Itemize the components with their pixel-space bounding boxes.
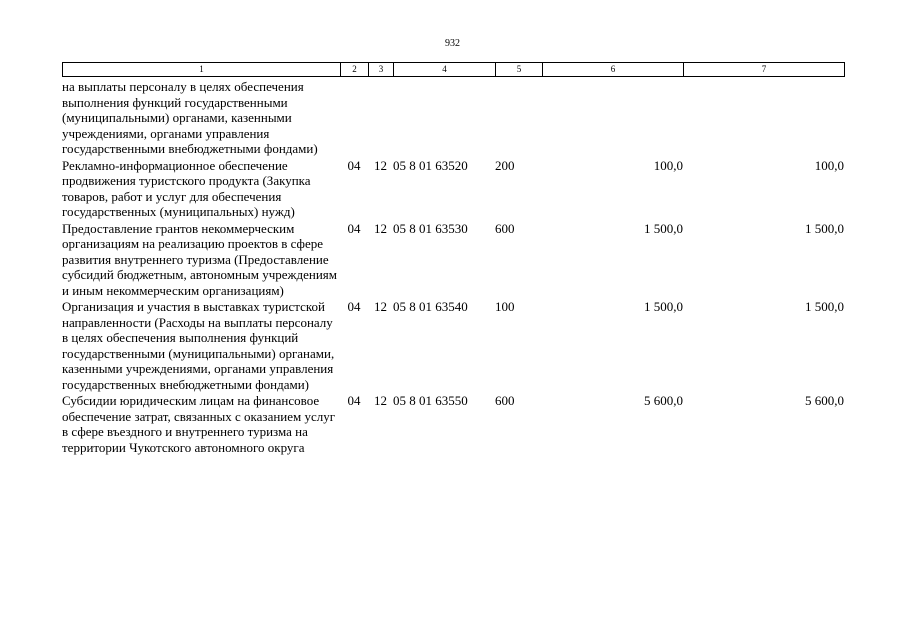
row-subsection: 12	[374, 220, 387, 236]
row-name: Рекламно-информационное обеспечение продвижения туристского продукта (Закупка товаров, работ и услуг для обеспечения государственных (муниципальных) нужд)	[62, 157, 311, 219]
table-row	[62, 393, 844, 456]
row-sum-1: 5 600,0	[644, 393, 683, 408]
row-name: Организация и участия в выставках туристской направленности (Расходы на выплаты персоналу в целях обеспечения выполнения функций государственными (муниципальными) органами, казенными учреждениями, органами управления государственных внебюджетными фондами)	[62, 299, 335, 392]
column-header-table	[62, 62, 845, 77]
row-sum-1	[542, 79, 683, 158]
row-subsection: 12	[374, 393, 387, 408]
row-expense-type	[495, 79, 542, 158]
row-sum-1: 1 500,0	[644, 299, 683, 314]
page-number: 932	[445, 38, 460, 49]
column-header-3: 3	[369, 63, 394, 77]
column-header-4: 4	[394, 63, 496, 77]
column-header-row	[63, 63, 845, 77]
row-expense-type: 200	[495, 157, 515, 173]
row-sum-1: 100,0	[653, 157, 683, 173]
row-section: 04	[347, 393, 361, 408]
table-row	[62, 299, 844, 393]
row-section	[340, 79, 368, 158]
row-target-code: 05 8 01 63540	[393, 299, 468, 314]
column-header-7: 7	[684, 63, 845, 77]
row-name: на выплаты персоналу в целях обеспечения выполнения функций государственными (муниципальными) органами, казенными учреждениями, органами управления государственными внебюджетными фондами)	[62, 79, 318, 156]
row-subsection: 12	[374, 299, 387, 314]
budget-table	[62, 79, 844, 456]
column-header-5: 5	[496, 63, 543, 77]
row-section: 04	[347, 220, 361, 236]
row-expense-type: 600	[495, 393, 515, 408]
row-name: Субсидии юридическим лицам на финансовое обеспечение затрат, связанных с оказанием услуг в сфере въездного и внутреннего туризма на территории Чукотского автономного округа	[62, 393, 336, 455]
row-sum-2: 100,0	[814, 157, 844, 173]
row-expense-type: 100	[495, 299, 515, 314]
row-subsection: 12	[374, 157, 387, 173]
column-header-1: 1	[63, 63, 341, 77]
row-sum-2: 1 500,0	[805, 299, 844, 314]
column-header-6: 6	[543, 63, 684, 77]
column-header-2: 2	[341, 63, 369, 77]
row-target-code: 05 8 01 63530	[393, 220, 468, 236]
table-row	[62, 221, 844, 300]
table-row	[62, 158, 844, 221]
row-sum-2	[683, 79, 844, 158]
row-target-code: 05 8 01 63520	[393, 157, 468, 173]
row-target-code: 05 8 01 63550	[393, 393, 468, 408]
row-sum-1: 1 500,0	[644, 220, 683, 236]
row-section: 04	[347, 157, 361, 173]
row-sum-2: 5 600,0	[805, 393, 844, 408]
row-section: 04	[347, 299, 361, 314]
row-sum-2: 1 500,0	[805, 220, 844, 236]
table-row	[62, 79, 844, 158]
row-subsection	[368, 79, 393, 158]
row-expense-type: 600	[495, 220, 515, 236]
row-target-code	[393, 79, 495, 158]
row-name: Предоставление грантов некоммерческим организациям на реализацию проектов в сфере развития внутреннего туризма (Предоставление субсидий бюджетным, автономным учреждениям и иным некоммерческим организациям)	[62, 220, 337, 298]
